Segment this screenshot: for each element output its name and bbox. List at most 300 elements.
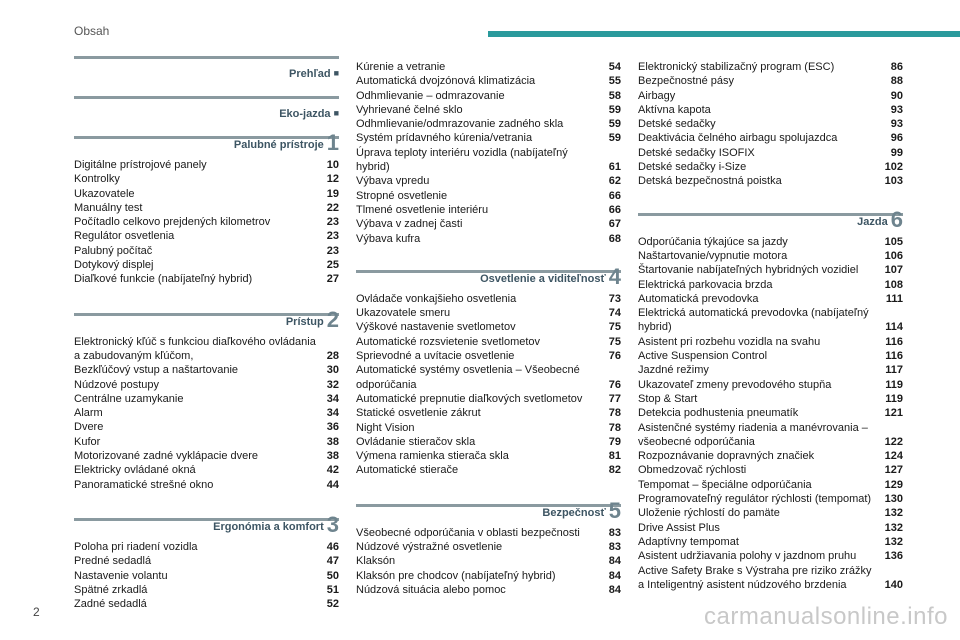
toc-entry-title: Panoramatické strešné okno: [74, 478, 214, 491]
toc-entry-title: Uloženie rýchlostí do pamäte: [638, 507, 780, 520]
toc-entry-title: Rozpoznávanie dopravných značiek: [638, 450, 815, 463]
toc-entry-title: Automatická prevodovka: [638, 292, 759, 305]
toc-section: [356, 497, 621, 597]
toc-entry-page: 44: [326, 478, 339, 491]
toc-entry[interactable]: [74, 258, 339, 272]
toc-entry-page: 42: [326, 464, 339, 477]
toc-entry[interactable]: [638, 421, 903, 450]
toc-entry[interactable]: [638, 89, 903, 103]
toc-entry-title: Night Vision: [356, 421, 415, 434]
toc-section: [638, 206, 903, 592]
toc-entry-page: 38: [326, 435, 339, 448]
toc-entry-page: 34: [326, 407, 339, 420]
toc-entry[interactable]: [638, 449, 903, 463]
toc-entry-page: 66: [608, 189, 621, 202]
toc-entry[interactable]: [638, 492, 903, 506]
toc-entry-page: 105: [884, 235, 903, 248]
toc-entry-title: Digitálne prístrojové panely: [74, 159, 207, 171]
toc-entry-title: Výbava vpredu: [356, 175, 430, 188]
toc-entry[interactable]: [74, 478, 339, 492]
toc-entry-title: Ovládače vonkajšieho osvetlenia: [356, 292, 517, 305]
toc-entry-page: 122: [884, 435, 903, 448]
toc-entry-page: 51: [326, 583, 339, 596]
toc-section: [74, 132, 339, 287]
toc-entry[interactable]: [74, 463, 339, 477]
toc-entry[interactable]: [356, 349, 621, 363]
toc-section: [356, 263, 621, 478]
section-title-text: Osvetlenie a viditeľnosť: [480, 272, 606, 285]
toc-entry-page: 78: [608, 421, 621, 434]
toc-entry-title: Active Safety Brake s Výstraha pre riziko zrážky a Inteligentný asistent núdzového brzdenia: [638, 564, 872, 591]
toc-entry[interactable]: [74, 172, 339, 186]
toc-entry-title: Drive Assist Plus: [638, 521, 720, 534]
toc-entry-page: 30: [326, 364, 339, 377]
toc-entry[interactable]: [638, 74, 903, 88]
section-title-text: Eko-jazda: [279, 108, 331, 120]
toc-entry-title: Aktívna kapota: [638, 103, 711, 116]
toc-entry-title: Stop & Start: [638, 392, 698, 405]
section-title: [279, 108, 339, 120]
toc-entry[interactable]: [356, 526, 621, 540]
toc-entry-page: 106: [884, 249, 903, 262]
toc-entry-title: Predné sedadlá: [74, 555, 152, 568]
toc-entry-page: 119: [885, 378, 903, 391]
toc-entry-title: Active Suspension Control: [638, 350, 768, 363]
toc-entry[interactable]: [74, 215, 339, 229]
toc-entry[interactable]: [74, 435, 339, 449]
toc-entry[interactable]: [638, 564, 903, 593]
toc-entry-title: Všeobecné odporúčania v oblasti bezpečnosti: [356, 526, 580, 539]
toc-entry[interactable]: [356, 189, 621, 203]
toc-entry-page: 23: [326, 244, 339, 257]
toc-entry[interactable]: [74, 187, 339, 201]
toc-entry-page: 46: [326, 540, 339, 553]
toc-entry-title: Automatické stierače: [356, 464, 459, 477]
toc-entry[interactable]: [638, 146, 903, 160]
section-number: 6: [890, 206, 903, 232]
toc-entry-page: 28: [326, 349, 339, 362]
toc-entry-page: 116: [885, 335, 903, 348]
toc-entry-page: 34: [326, 392, 339, 405]
toc-entry-page: 59: [608, 118, 621, 131]
section-title: [286, 307, 339, 333]
toc-entry-title: Odporúčania týkajúce sa jazdy: [638, 235, 788, 248]
toc-entry[interactable]: [638, 263, 903, 277]
toc-entry[interactable]: [356, 74, 621, 88]
section-title-text: Ergonómia a komfort: [213, 520, 324, 533]
toc-entry[interactable]: [356, 435, 621, 449]
toc-entry-title: Kúrenie a vetranie: [356, 61, 446, 73]
toc-entry[interactable]: [74, 244, 339, 258]
toc-entry[interactable]: [74, 158, 339, 172]
section-header: [356, 497, 621, 526]
toc-entry-title: Adaptívny tempomat: [638, 535, 739, 548]
toc-entry-page: 76: [608, 378, 621, 391]
toc-entry-page: 93: [890, 103, 903, 116]
toc-entry-title: Naštartovanie/vypnutie motora: [638, 249, 788, 262]
toc-entry-page: 116: [885, 350, 903, 363]
section-marker-icon: ■: [333, 108, 339, 118]
toc-entry[interactable]: [638, 306, 903, 335]
toc-entry-title: Detské sedačky: [638, 118, 716, 131]
toc-entry[interactable]: [74, 597, 339, 611]
section-header: [74, 52, 339, 82]
toc-entry[interactable]: [356, 406, 621, 420]
header-accent-bar: [488, 31, 960, 37]
toc-entry-page: 73: [608, 292, 621, 305]
toc-entry-page: 140: [884, 578, 903, 591]
section-title: [234, 130, 339, 156]
toc-column-2: [356, 60, 621, 619]
toc-entry-title: Bezpečnostné pásy: [638, 75, 735, 88]
section-header: [74, 511, 339, 540]
section-header: [74, 92, 339, 122]
toc-entry-title: Detské sedačky ISOFIX: [638, 146, 755, 159]
toc-entry[interactable]: [638, 103, 903, 117]
toc-entry-page: 75: [608, 335, 621, 348]
section-number: 3: [326, 511, 339, 537]
toc-entry-title: Motorizované zadné vyklápacie dvere: [74, 450, 259, 463]
toc-entry[interactable]: [356, 131, 621, 145]
section-title: [289, 68, 339, 80]
toc-entry[interactable]: [638, 117, 903, 131]
toc-entry-page: 102: [884, 161, 903, 174]
toc-entry[interactable]: [356, 146, 621, 175]
toc-entry-title: Vyhrievané čelné sklo: [356, 103, 463, 116]
toc-entry-title: Deaktivácia čelného airbagu spolujazdca: [638, 132, 838, 145]
toc-entry-page: 12: [326, 173, 339, 186]
toc-entry-title: Výbava v zadnej časti: [356, 218, 463, 231]
toc-entry[interactable]: [356, 335, 621, 349]
toc-entry-title: Asistenčné systémy riadenia a manévrovania – všeobecné odporúčania: [638, 421, 868, 448]
toc-entry-title: Detská bezpečnostná poistka: [638, 175, 782, 188]
toc-entry-page: 132: [884, 521, 903, 534]
toc-entry-title: Kufor: [74, 435, 101, 448]
toc-entry-page: 61: [608, 161, 621, 174]
toc-entry[interactable]: [638, 535, 903, 549]
toc-entry-page: 67: [608, 218, 621, 231]
toc-entry[interactable]: [74, 569, 339, 583]
toc-entry-title: Asistent udržiavania polohy v jazdnom pruhu: [638, 550, 857, 563]
toc-entry[interactable]: [356, 392, 621, 406]
toc-entry[interactable]: [638, 406, 903, 420]
toc-entry-page: 84: [608, 555, 621, 568]
toc-entry-page: 25: [326, 259, 339, 272]
toc-entry-title: Ovládanie stieračov skla: [356, 435, 476, 448]
page-number: 2: [33, 605, 40, 619]
toc-entry-page: 79: [608, 435, 621, 448]
section-title-text: Prehľad: [289, 68, 331, 80]
toc-entry[interactable]: [356, 306, 621, 320]
section-title: [542, 498, 621, 524]
toc-entry-page: 58: [608, 89, 621, 102]
section-title-text: Jazda: [857, 215, 888, 228]
toc-entry-page: 111: [885, 292, 903, 305]
toc-entry-page: 114: [885, 321, 903, 334]
toc-entry-page: 23: [326, 216, 339, 229]
toc-entry[interactable]: [356, 103, 621, 117]
toc-section: [74, 92, 339, 122]
toc-column-3: [638, 60, 903, 614]
toc-entry[interactable]: [74, 378, 339, 392]
toc-entry-title: Klaksón: [356, 555, 396, 568]
toc-entry-page: 19: [326, 187, 339, 200]
section-title: [480, 264, 621, 290]
toc-entry-title: Úprava teploty interiéru vozidla (nabíjateľný hybrid): [356, 146, 568, 174]
section-title-text: Prístup: [285, 315, 324, 328]
toc-section: [74, 52, 339, 82]
toc-entry[interactable]: [356, 89, 621, 103]
toc-entry-page: 54: [608, 61, 621, 73]
toc-entry-page: 36: [326, 421, 339, 434]
toc-entry-title: Odhmlievanie/odmrazovanie zadného skla: [356, 118, 564, 131]
toc-entry[interactable]: [638, 160, 903, 174]
toc-entry-page: 47: [326, 555, 339, 568]
section-title: [213, 512, 339, 538]
toc-entry-title: Airbagy: [638, 89, 676, 102]
section-title: [857, 207, 903, 233]
toc-entry[interactable]: [356, 569, 621, 583]
toc-entry-title: Automatická dvojzónová klimatizácia: [356, 75, 536, 88]
toc-section: [356, 60, 621, 246]
section-rule: [74, 56, 339, 59]
toc-entry-title: Regulátor osvetlenia: [74, 230, 175, 243]
toc-entry-title: Manuálny test: [74, 201, 143, 214]
toc-entry-title: Výškové nastavenie svetlometov: [356, 321, 516, 334]
toc-entry-page: 88: [890, 75, 903, 88]
toc-entry[interactable]: [356, 60, 621, 74]
toc-entry[interactable]: [638, 278, 903, 292]
section-marker-icon: ■: [333, 68, 339, 78]
toc-entry-title: Tlmené osvetlenie interiéru: [356, 203, 489, 216]
toc-entry-page: 59: [608, 132, 621, 145]
toc-entry[interactable]: [638, 235, 903, 249]
toc-section: [638, 60, 903, 189]
toc-entry-title: Elektrická automatická prevodovka (nabíjateľný hybrid): [638, 307, 869, 334]
toc-entry-title: Núdzové výstražné osvetlenie: [356, 541, 503, 554]
toc-entry-page: 55: [608, 75, 621, 88]
toc-entry-title: Automatické rozsvietenie svetlometov: [356, 335, 541, 348]
toc-entry-title: Výbava kufra: [356, 232, 421, 245]
toc-entry[interactable]: [638, 549, 903, 563]
toc-entry-page: 78: [608, 407, 621, 420]
toc-entry[interactable]: [638, 478, 903, 492]
toc-entry-title: Kontrolky: [74, 173, 120, 186]
section-title-text: Palubné prístroje: [233, 139, 324, 151]
toc-entry[interactable]: [356, 117, 621, 131]
toc-entry-page: 136: [884, 550, 903, 563]
toc-entry-page: 93: [890, 118, 903, 131]
toc-entry-title: Dotykový displej: [74, 259, 154, 272]
toc-entry-title: Elektronický kľúč s funkciou diaľkového ovládania a zabudovaným kľúčom,: [74, 335, 316, 362]
toc-entry[interactable]: [356, 320, 621, 334]
toc-entry-page: 81: [608, 450, 621, 463]
toc-entry-page: 52: [326, 598, 339, 611]
section-number: 4: [608, 263, 621, 289]
toc-entry-title: Núdzová situácia alebo pomoc: [356, 583, 506, 596]
toc-entry-title: Zadné sedadlá: [74, 598, 147, 611]
toc-entry-page: 121: [884, 407, 903, 420]
toc-column-1: [74, 52, 339, 633]
toc-section: [74, 306, 339, 492]
toc-entry-title: Elektricky ovládané okná: [74, 464, 196, 477]
toc-entry-title: Poloha pri riadení vozidla: [74, 540, 198, 553]
toc-entry-title: Počítadlo celkovo prejdených kilometrov: [74, 216, 271, 229]
toc-entry-title: Elektrická parkovacia brzda: [638, 278, 773, 291]
toc-entry-title: Spätné zrkadlá: [74, 583, 148, 596]
toc-entry-page: 132: [884, 535, 903, 548]
toc-entry-page: 66: [608, 203, 621, 216]
section-header: [638, 206, 903, 235]
section-number: 2: [326, 306, 339, 332]
toc-entry-page: 27: [326, 273, 339, 286]
toc-entry-title: Stropné osvetlenie: [356, 189, 448, 202]
toc-entry-page: 84: [608, 583, 621, 596]
toc-entry[interactable]: [638, 392, 903, 406]
toc-entry[interactable]: [74, 540, 339, 554]
toc-entry[interactable]: [74, 229, 339, 243]
toc-entry[interactable]: [638, 60, 903, 74]
toc-entry-title: Automatické prepnutie diaľkových svetlometov: [356, 392, 583, 405]
toc-entry[interactable]: [356, 554, 621, 568]
toc-entry-page: 32: [326, 378, 339, 391]
toc-entry-page: 84: [608, 569, 621, 582]
toc-entry[interactable]: [74, 272, 339, 286]
toc-entry-page: 86: [890, 61, 903, 73]
toc-entry-page: 62: [608, 175, 621, 188]
toc-entry-title: Jazdné režimy: [638, 364, 709, 377]
toc-entry-page: 124: [884, 450, 903, 463]
section-title-text: Bezpečnosť: [542, 506, 606, 519]
toc-entry-title: Ukazovatele smeru: [356, 307, 451, 320]
toc-entry[interactable]: [356, 583, 621, 597]
toc-entry[interactable]: [638, 131, 903, 145]
toc-entry-title: Elektronický stabilizačný program (ESC): [638, 61, 835, 73]
toc-entry-page: 83: [608, 541, 621, 554]
toc-entry[interactable]: [638, 174, 903, 188]
toc-entry-page: 22: [326, 201, 339, 214]
toc-entry[interactable]: [356, 292, 621, 306]
toc-entry-title: Programovateľný regulátor rýchlosti (tempomat): [638, 493, 872, 506]
toc-entry-title: Dvere: [74, 421, 104, 434]
toc-entry[interactable]: [638, 521, 903, 535]
section-header: [74, 306, 339, 335]
toc-entry-title: Detské sedačky i-Size: [638, 161, 747, 174]
toc-entry-title: Núdzové postupy: [74, 378, 159, 391]
toc-entry[interactable]: [74, 420, 339, 434]
toc-entry-page: 90: [890, 89, 903, 102]
toc-entry-title: Ukazovateľ zmeny prevodového stupňa: [638, 378, 832, 391]
toc-section: [74, 511, 339, 611]
toc-entry-page: 119: [885, 392, 903, 405]
toc-entry[interactable]: [74, 363, 339, 377]
toc-entry[interactable]: [638, 335, 903, 349]
section-number: 1: [326, 130, 339, 155]
toc-entry-title: Sprievodné a uvítacie osvetlenie: [356, 350, 515, 363]
toc-entry[interactable]: [638, 463, 903, 477]
toc-entry-page: 127: [884, 464, 903, 477]
toc-entry-page: 75: [608, 321, 621, 334]
toc-entry-page: 129: [884, 478, 903, 491]
toc-entry-page: 38: [326, 450, 339, 463]
toc-entry-page: 77: [608, 392, 621, 405]
toc-entry[interactable]: [74, 406, 339, 420]
toc-entry-page: 103: [884, 175, 903, 188]
toc-entry[interactable]: [356, 217, 621, 231]
toc-entry[interactable]: [74, 392, 339, 406]
toc-entry[interactable]: [356, 232, 621, 246]
toc-entry-page: 10: [326, 159, 339, 171]
toc-entry-title: Obmedzovač rýchlosti: [638, 464, 747, 477]
toc-entry-page: 50: [326, 569, 339, 582]
toc-entry-page: 99: [890, 146, 903, 159]
toc-entry[interactable]: [74, 449, 339, 463]
toc-entry-title: Systém prídavného kúrenia/vetrania: [356, 132, 533, 145]
toc-entry[interactable]: [74, 201, 339, 215]
toc-entry[interactable]: [74, 583, 339, 597]
toc-entry-title: Automatické systémy osvetlenia – Všeobecné odporúčania: [356, 364, 580, 391]
toc-entry-page: 96: [890, 132, 903, 145]
toc-entry-title: Centrálne uzamykanie: [74, 392, 184, 405]
section-header: [74, 132, 339, 158]
toc-entry-page: 130: [884, 493, 903, 506]
toc-entry-title: Štartovanie nabíjateľných hybridných vozidiel: [638, 264, 859, 277]
watermark: carmanualsonline.info: [704, 603, 948, 630]
toc-entry-title: Výmena ramienka stierača skla: [356, 450, 509, 463]
section-rule: [74, 96, 339, 99]
toc-entry[interactable]: [638, 363, 903, 377]
toc-entry-title: Palubný počítač: [74, 244, 153, 257]
section-number: 5: [608, 497, 621, 523]
toc-entry[interactable]: [638, 506, 903, 520]
toc-entry[interactable]: [356, 421, 621, 435]
toc-entry-page: 107: [884, 264, 903, 277]
header-label: Obsah: [74, 24, 110, 38]
toc-entry-page: 132: [884, 507, 903, 520]
toc-entry[interactable]: [356, 540, 621, 554]
toc-entry[interactable]: [638, 249, 903, 263]
section-header: [356, 263, 621, 292]
toc-entry[interactable]: [356, 449, 621, 463]
toc-entry[interactable]: [74, 554, 339, 568]
toc-entry-title: Klaksón pre chodcov (nabíjateľný hybrid): [356, 569, 556, 582]
toc-entry-page: 117: [885, 364, 903, 377]
toc-entry[interactable]: [356, 363, 621, 392]
toc-entry-title: Diaľkové funkcie (nabíjateľný hybrid): [74, 273, 253, 286]
toc-entry-page: 74: [608, 307, 621, 320]
toc-entry-page: 23: [326, 230, 339, 243]
toc-entry[interactable]: [356, 463, 621, 477]
toc-entry-title: Tempomat – špeciálne odporúčania: [638, 478, 812, 491]
toc-entry-page: 82: [608, 464, 621, 477]
toc-entry-title: Nastavenie volantu: [74, 569, 168, 582]
toc-entry-title: Alarm: [74, 407, 103, 420]
toc-entry-title: Statické osvetlenie zákrut: [356, 407, 481, 420]
toc-entry[interactable]: [356, 203, 621, 217]
toc-entry-page: 76: [608, 350, 621, 363]
toc-entry-title: Odhmlievanie – odmrazovanie: [356, 89, 505, 102]
toc-entry-title: Detekcia podhustenia pneumatík: [638, 407, 799, 420]
toc-entry[interactable]: [356, 174, 621, 188]
toc-entry-page: 83: [608, 526, 621, 539]
toc-entry[interactable]: [638, 349, 903, 363]
toc-entry[interactable]: [74, 335, 339, 364]
toc-entry[interactable]: [638, 378, 903, 392]
toc-entry-page: 68: [608, 232, 621, 245]
toc-entry-page: 108: [884, 278, 903, 291]
toc-entry-page: 59: [608, 103, 621, 116]
toc-entry[interactable]: [638, 292, 903, 306]
